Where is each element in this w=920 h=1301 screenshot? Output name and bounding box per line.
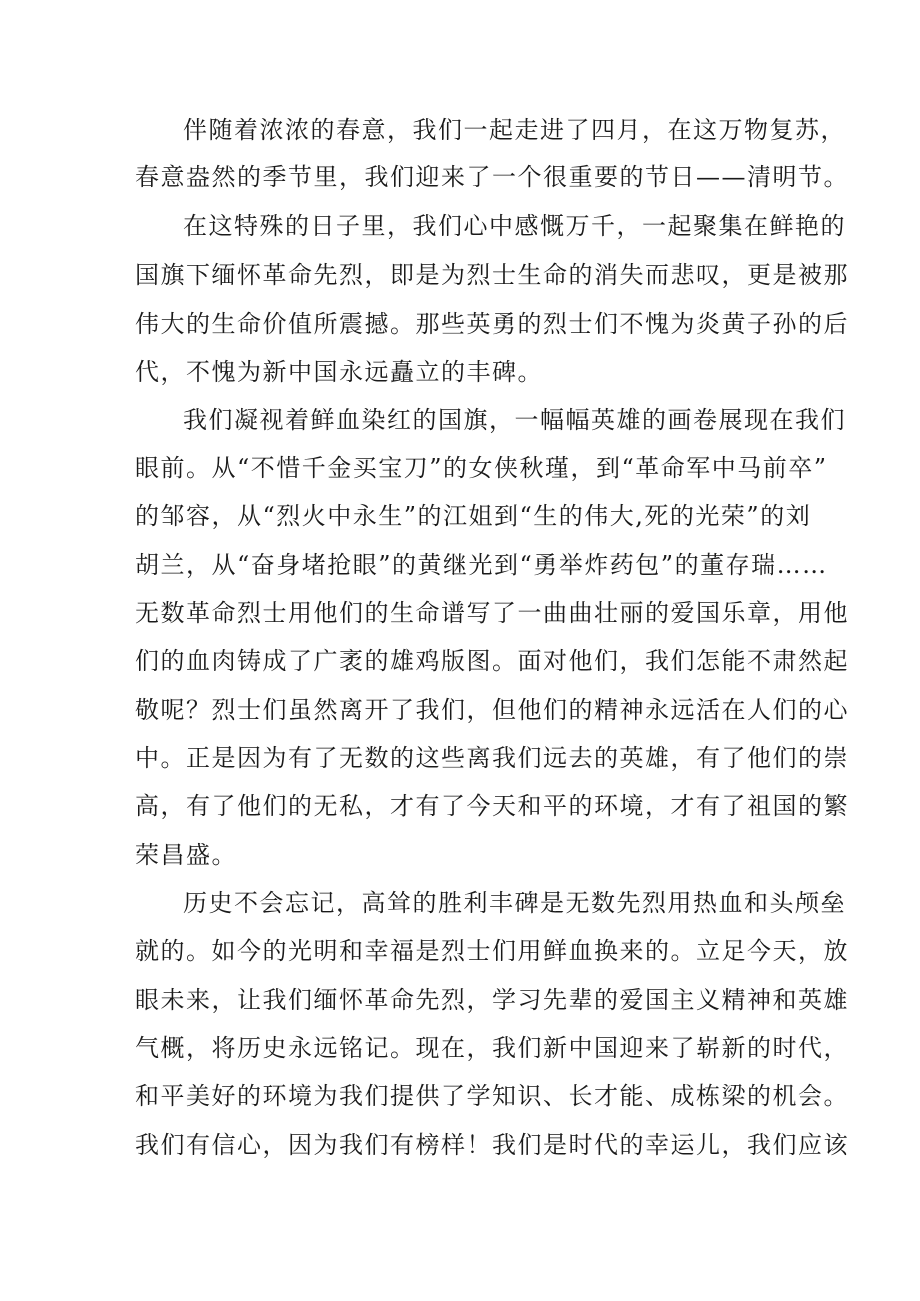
paragraph-2-line-3: 伟大的生命价值所震撼。那些英勇的烈士们不愧为炎黄子孙的后 xyxy=(135,310,849,338)
paragraph-2-line-4: 代，不愧为新中国永远矗立的丰碑。 xyxy=(135,358,543,386)
paragraph-2-line-1: 在这特殊的日子里，我们心中感慨万千，一起聚集在鲜艳的 xyxy=(183,212,846,240)
paragraph-1-line-1: 伴随着浓浓的春意，我们一起走进了四月，在这万物复苏， xyxy=(183,116,846,144)
paragraph-4-line-6: 我们有信心，因为我们有榜样！我们是时代的幸运儿，我们应该 xyxy=(135,1131,849,1159)
paragraph-4-line-2: 就的。如今的光明和幸福是烈士们用鲜血换来的。立足今天，放 xyxy=(135,937,849,965)
paragraph-4-line-3: 眼未来，让我们缅怀革命先烈，学习先辈的爱国主义精神和英雄 xyxy=(135,986,849,1014)
paragraph-3-line-6: 们的血肉铸成了广袤的雄鸡版图。面对他们，我们怎能不肃然起 xyxy=(135,647,849,675)
paragraph-3-line-8: 中。正是因为有了无数的这些离我们远去的英雄，有了他们的崇 xyxy=(135,744,849,772)
paragraph-3-line-3: 的邹容，从“烈火中永生”的江姐到“生的伟大,死的光荣”的刘 xyxy=(135,502,812,530)
paragraph-3-line-4: 胡兰，从“奋身堵抢眼”的黄继光到“勇举炸药包”的董存瑞…… xyxy=(135,551,828,579)
paragraph-3-line-10: 荣昌盛。 xyxy=(135,841,237,869)
paragraph-3-line-2: 眼前。从“不惜千金买宝刀”的女侠秋瑾，到“革命军中马前卒” xyxy=(135,454,828,482)
paragraph-3-line-7: 敬呢？烈士们虽然离开了我们，但他们的精神永远活在人们的心 xyxy=(135,696,849,724)
paragraph-1-line-2: 春意盎然的季节里，我们迎来了一个很重要的节日——清明节。 xyxy=(135,163,849,191)
paragraph-4-line-4: 气概，将历史永远铭记。现在，我们新中国迎来了崭新的时代， xyxy=(135,1034,849,1062)
paragraph-2-line-2: 国旗下缅怀革命先烈，即是为烈士生命的消失而悲叹，更是被那 xyxy=(135,261,849,289)
paragraph-3-line-9: 高，有了他们的无私，才有了今天和平的环境，才有了祖国的繁 xyxy=(135,792,849,820)
paragraph-4-line-1: 历史不会忘记，高耸的胜利丰碑是无数先烈用热血和头颅垒 xyxy=(183,889,846,917)
paragraph-4-line-5: 和平美好的环境为我们提供了学知识、长才能、成栋梁的机会。 xyxy=(135,1082,849,1110)
paragraph-3-line-5: 无数革命烈士用他们的生命谱写了一曲曲壮丽的爱国乐章，用他 xyxy=(135,599,849,627)
paragraph-3-line-1: 我们凝视着鲜血染红的国旗，一幅幅英雄的画卷展现在我们 xyxy=(183,406,846,434)
